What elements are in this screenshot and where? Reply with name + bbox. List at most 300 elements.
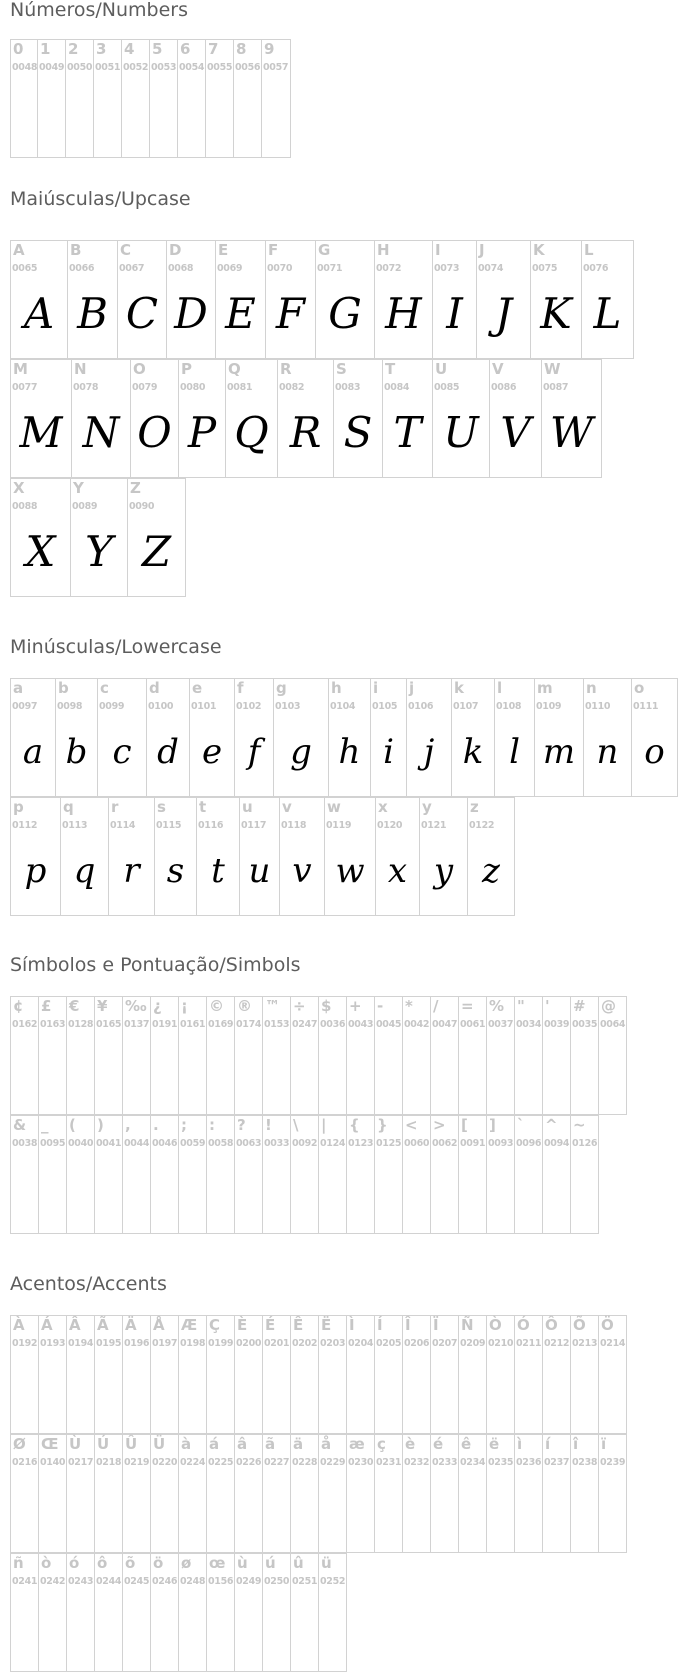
- glyph-code-label: 0100: [148, 701, 174, 712]
- glyph-cell: [583, 678, 632, 797]
- glyph-cell: [494, 678, 535, 797]
- glyph-code-label: 0247: [292, 1019, 318, 1030]
- glyph-character-label: %: [489, 997, 505, 1015]
- glyph-code-label: 0063: [236, 1138, 262, 1149]
- glyph-character-label: Û: [125, 1435, 138, 1453]
- script-glyph-sample: k: [462, 731, 484, 772]
- section-title-upcase: Maiúsculas/Upcase: [10, 188, 191, 210]
- glyph-character-label: -: [377, 997, 384, 1015]
- glyph-cell: [71, 359, 131, 478]
- glyph-cell: [542, 1115, 571, 1234]
- glyph-code-label: 0089: [72, 501, 98, 512]
- glyph-code-label: 0226: [236, 1457, 262, 1468]
- glyph-character-label: Y: [73, 479, 84, 497]
- glyph-code-label: 0246: [152, 1576, 178, 1587]
- glyph-grid-lowercase: [10, 679, 678, 917]
- glyph-cell: [346, 1115, 375, 1234]
- glyph-cell: [122, 1315, 151, 1434]
- glyph-code-label: 0045: [376, 1019, 402, 1030]
- glyph-code-label: 0118: [281, 820, 307, 831]
- glyph-cell: [10, 39, 38, 158]
- glyph-cell: [631, 678, 678, 797]
- glyph-code-label: 0037: [488, 1019, 514, 1030]
- glyph-cell: [315, 240, 375, 359]
- glyph-code-label: 0169: [208, 1019, 234, 1030]
- glyph-cell: [67, 240, 118, 359]
- glyph-cell: [534, 678, 584, 797]
- glyph-code-label: 0114: [110, 820, 136, 831]
- glyph-code-label: 0066: [69, 263, 95, 274]
- section-title-numbers: Números/Numbers: [10, 0, 188, 21]
- glyph-code-label: 0103: [275, 701, 301, 712]
- glyph-character-label: L: [584, 241, 594, 259]
- glyph-cell: [486, 1434, 515, 1553]
- glyph-character-label: Â: [69, 1316, 81, 1334]
- glyph-cell: [262, 996, 291, 1115]
- glyph-character-label: ': [545, 997, 550, 1015]
- glyph-code-label: 0213: [572, 1338, 598, 1349]
- script-glyph-sample: Z: [141, 526, 172, 576]
- glyph-code-label: 0033: [264, 1138, 290, 1149]
- glyph-cell: [265, 240, 316, 359]
- glyph-character-label: W: [544, 360, 561, 378]
- section-title-accents: Acentos/Accents: [10, 1273, 167, 1295]
- glyph-code-label: 0109: [536, 701, 562, 712]
- glyph-character-label: ò: [41, 1554, 52, 1572]
- script-glyph-sample: H: [385, 288, 422, 338]
- glyph-cell: [514, 996, 543, 1115]
- glyph-cell: [10, 1434, 39, 1553]
- glyph-character-label: ô: [97, 1554, 108, 1572]
- glyph-character-label: $: [321, 997, 332, 1015]
- glyph-cell: [150, 1315, 179, 1434]
- glyph-code-label: 0174: [236, 1019, 262, 1030]
- glyph-character-label: v: [282, 798, 292, 816]
- glyph-cell: [374, 1315, 403, 1434]
- glyph-code-label: 0035: [572, 1019, 598, 1030]
- glyph-code-label: 0119: [326, 820, 352, 831]
- glyph-character-label: (: [69, 1116, 76, 1134]
- glyph-code-label: 0120: [377, 820, 403, 831]
- script-glyph-sample: X: [25, 526, 56, 576]
- glyph-code-label: 0251: [292, 1576, 318, 1587]
- glyph-character-label: g: [276, 679, 287, 697]
- glyph-character-label: X: [13, 479, 25, 497]
- glyph-code-label: 0198: [180, 1338, 206, 1349]
- glyph-code-label: 0104: [330, 701, 356, 712]
- glyph-code-label: 0123: [348, 1138, 374, 1149]
- glyph-cell: [196, 797, 240, 916]
- glyph-cell: [382, 359, 433, 478]
- glyph-character-label: Ø: [13, 1435, 26, 1453]
- glyph-row: [10, 798, 678, 917]
- glyph-code-label: 0231: [376, 1457, 402, 1468]
- glyph-code-label: 0073: [434, 263, 460, 274]
- glyph-code-label: 0236: [516, 1457, 542, 1468]
- script-glyph-sample: i: [383, 731, 394, 772]
- glyph-character-label: K: [533, 241, 545, 259]
- glyph-code-label: 0204: [348, 1338, 374, 1349]
- glyph-cell: [570, 1434, 599, 1553]
- glyph-character-label: õ: [125, 1554, 136, 1572]
- glyph-character-label: H: [377, 241, 390, 259]
- glyph-cell: [150, 996, 179, 1115]
- glyph-cell: [225, 359, 278, 478]
- glyph-cell: [239, 797, 280, 916]
- glyph-cell: [402, 1315, 431, 1434]
- glyph-code-label: 0068: [168, 263, 194, 274]
- glyph-code-label: 0087: [543, 382, 569, 393]
- glyph-cell: [374, 1115, 403, 1234]
- glyph-cell: [178, 996, 207, 1115]
- glyph-row: [10, 360, 634, 479]
- glyph-row: [10, 479, 634, 598]
- glyph-character-label: ^: [545, 1116, 558, 1134]
- glyph-cell: [370, 678, 407, 797]
- glyph-character-label: D: [169, 241, 182, 259]
- glyph-cell: [486, 1115, 515, 1234]
- glyph-character-label: Z: [130, 479, 141, 497]
- glyph-code-label: 0097: [12, 701, 38, 712]
- glyph-code-label: 0072: [376, 263, 402, 274]
- script-glyph-sample: G: [328, 288, 362, 338]
- glyph-character-label: F: [268, 241, 279, 259]
- glyph-code-label: 0058: [208, 1138, 234, 1149]
- glyph-character-label: ö: [153, 1554, 164, 1572]
- glyph-code-label: 0039: [544, 1019, 570, 1030]
- glyph-character-label: Ù: [69, 1435, 82, 1453]
- glyph-cell: [402, 996, 431, 1115]
- glyph-character-label: œ: [209, 1554, 226, 1572]
- glyph-character-label: o: [634, 679, 645, 697]
- glyph-cell: [402, 1115, 431, 1234]
- glyph-cell: [206, 1115, 235, 1234]
- glyph-character-label: ñ: [13, 1554, 24, 1572]
- glyph-cell: [486, 1315, 515, 1434]
- script-glyph-sample: A: [23, 288, 55, 338]
- glyph-character-label: _: [41, 1116, 49, 1134]
- glyph-code-label: 0205: [376, 1338, 402, 1349]
- glyph-code-label: 0225: [208, 1457, 234, 1468]
- script-glyph-sample: w: [335, 850, 365, 891]
- glyph-code-label: 0192: [12, 1338, 38, 1349]
- glyph-code-label: 0219: [124, 1457, 150, 1468]
- glyph-code-label: 0249: [236, 1576, 262, 1587]
- glyph-character-label: ": [517, 997, 525, 1015]
- glyph-code-label: 0102: [236, 701, 262, 712]
- glyph-code-label: 0042: [404, 1019, 430, 1030]
- glyph-code-label: 0201: [264, 1338, 290, 1349]
- glyph-cell: [150, 1434, 179, 1553]
- glyph-code-label: 0074: [478, 263, 504, 274]
- glyph-cell: [206, 996, 235, 1115]
- glyph-cell: [178, 1315, 207, 1434]
- section-title-symbols: Símbolos e Pontuação/Simbols: [10, 954, 301, 976]
- glyph-code-label: 0211: [516, 1338, 542, 1349]
- script-glyph-sample: x: [387, 850, 408, 891]
- glyph-code-label: 0163: [40, 1019, 66, 1030]
- glyph-code-label: 0088: [12, 501, 38, 512]
- glyph-code-label: 0214: [600, 1338, 626, 1349]
- glyph-character-label: Æ: [181, 1316, 198, 1334]
- glyph-cell: [234, 996, 263, 1115]
- glyph-character-label: ™: [265, 997, 280, 1015]
- glyph-grid-accents: [10, 1316, 627, 1673]
- glyph-code-label: 0061: [460, 1019, 486, 1030]
- glyph-character-label: £: [41, 997, 52, 1015]
- glyph-cell: [530, 240, 582, 359]
- glyph-character-label: 9: [264, 40, 275, 58]
- script-glyph-sample: Y: [85, 526, 113, 576]
- glyph-cell: [206, 1553, 235, 1672]
- glyph-cell: [432, 240, 477, 359]
- glyph-code-label: 0113: [62, 820, 88, 831]
- glyph-character-label: h: [331, 679, 342, 697]
- glyph-character-label: Î: [405, 1316, 411, 1334]
- glyph-character-label: O: [133, 360, 146, 378]
- script-glyph-sample: K: [540, 288, 572, 338]
- glyph-character-label: *: [405, 997, 413, 1015]
- glyph-code-label: 0053: [151, 62, 177, 73]
- glyph-cell: [541, 359, 602, 478]
- script-glyph-sample: u: [248, 850, 271, 891]
- script-glyph-sample: C: [125, 288, 159, 338]
- script-glyph-sample: E: [225, 288, 256, 338]
- glyph-character-label: ø: [181, 1554, 192, 1572]
- glyph-code-label: 0034: [516, 1019, 542, 1030]
- glyph-cell: [10, 678, 56, 797]
- glyph-code-label: 0195: [96, 1338, 122, 1349]
- glyph-character-label: k: [454, 679, 464, 697]
- script-glyph-sample: N: [82, 407, 120, 457]
- glyph-code-label: 0239: [600, 1457, 626, 1468]
- glyph-cell: [149, 39, 178, 158]
- glyph-code-label: 0212: [544, 1338, 570, 1349]
- glyph-character-label: Á: [41, 1316, 53, 1334]
- glyph-character-label: I: [435, 241, 441, 259]
- glyph-cell: [290, 1115, 319, 1234]
- glyph-code-label: 0156: [208, 1576, 234, 1587]
- glyph-row: [10, 1116, 627, 1235]
- glyph-code-label: 0237: [544, 1457, 570, 1468]
- glyph-code-label: 0078: [73, 382, 99, 393]
- glyph-character-label: r: [111, 798, 119, 816]
- glyph-code-label: 0241: [12, 1576, 38, 1587]
- glyph-code-label: 0062: [432, 1138, 458, 1149]
- glyph-character-label: j: [409, 679, 415, 697]
- script-glyph-sample: s: [166, 850, 185, 891]
- glyph-character-label: Õ: [573, 1316, 586, 1334]
- glyph-cell: [318, 1315, 347, 1434]
- glyph-cell: [150, 1553, 179, 1672]
- script-glyph-sample: f: [247, 731, 261, 772]
- glyph-cell: [55, 678, 98, 797]
- glyph-code-label: 0244: [96, 1576, 122, 1587]
- glyph-code-label: 0248: [180, 1576, 206, 1587]
- script-glyph-sample: Q: [234, 407, 269, 457]
- glyph-cell: [262, 1553, 291, 1672]
- glyph-code-label: 0229: [320, 1457, 346, 1468]
- glyph-cell: [150, 1115, 179, 1234]
- glyph-code-label: 0105: [372, 701, 398, 712]
- glyph-code-label: 0218: [96, 1457, 122, 1468]
- glyph-character-label: [: [461, 1116, 468, 1134]
- glyph-character-label: t: [199, 798, 207, 816]
- glyph-code-label: 0069: [217, 263, 243, 274]
- glyph-cell: [346, 996, 375, 1115]
- glyph-character-label: .: [153, 1116, 159, 1134]
- glyph-cell: [476, 240, 531, 359]
- glyph-cell: [10, 996, 39, 1115]
- glyph-code-label: 0233: [432, 1457, 458, 1468]
- glyph-character-label: È: [237, 1316, 248, 1334]
- glyph-cell: [94, 1115, 123, 1234]
- glyph-character-label: ç: [377, 1435, 386, 1453]
- glyph-cell: [94, 1434, 123, 1553]
- glyph-code-label: 0108: [496, 701, 522, 712]
- glyph-cell: [233, 39, 262, 158]
- glyph-character-label: 8: [236, 40, 247, 58]
- glyph-code-label: 0059: [180, 1138, 206, 1149]
- script-glyph-sample: I: [446, 288, 463, 338]
- glyph-character-label: 5: [152, 40, 163, 58]
- glyph-character-label: 0: [13, 40, 24, 58]
- glyph-row: [10, 1435, 627, 1554]
- glyph-code-label: 0232: [404, 1457, 430, 1468]
- glyph-code-label: 0056: [235, 62, 261, 73]
- glyph-character-label: C: [120, 241, 132, 259]
- glyph-row: [10, 1554, 627, 1673]
- glyph-code-label: 0076: [583, 263, 609, 274]
- glyph-code-label: 0048: [12, 62, 38, 73]
- glyph-cell: [206, 1315, 235, 1434]
- glyph-code-label: 0216: [12, 1457, 38, 1468]
- glyph-cell: [60, 797, 109, 916]
- glyph-character-label: ê: [461, 1435, 472, 1453]
- glyph-cell: [206, 1434, 235, 1553]
- glyph-character-label: ü: [321, 1554, 332, 1572]
- script-glyph-sample: r: [123, 850, 140, 891]
- glyph-cell: [97, 678, 147, 797]
- glyph-cell: [38, 996, 67, 1115]
- script-glyph-sample: y: [433, 850, 454, 891]
- glyph-cell: [374, 1434, 403, 1553]
- script-glyph-sample: S: [343, 407, 373, 457]
- glyph-code-label: 0242: [40, 1576, 66, 1587]
- glyph-code-label: 0081: [227, 382, 253, 393]
- glyph-code-label: 0126: [572, 1138, 598, 1149]
- glyph-character-label: S: [336, 360, 347, 378]
- glyph-code-label: 0238: [572, 1457, 598, 1468]
- glyph-character-label: `: [517, 1116, 525, 1134]
- glyph-cell: [38, 1315, 67, 1434]
- glyph-code-label: 0140: [40, 1457, 66, 1468]
- glyph-character-label: Ú: [97, 1435, 110, 1453]
- glyph-cell: [458, 996, 487, 1115]
- glyph-cell: [324, 797, 376, 916]
- glyph-code-label: 0041: [96, 1138, 122, 1149]
- glyph-grid-symbols: [10, 997, 627, 1235]
- glyph-code-label: 0071: [317, 263, 343, 274]
- glyph-cell: [117, 240, 167, 359]
- glyph-character-label: @: [601, 997, 616, 1015]
- glyph-code-label: 0049: [39, 62, 65, 73]
- glyph-code-label: 0194: [68, 1338, 94, 1349]
- glyph-code-label: 0235: [488, 1457, 514, 1468]
- glyph-code-label: 0162: [12, 1019, 38, 1030]
- glyph-cell: [346, 1434, 375, 1553]
- glyph-character-label: Ë: [321, 1316, 332, 1334]
- glyph-cell: [430, 996, 459, 1115]
- glyph-character-label: Ü: [153, 1435, 166, 1453]
- glyph-character-label: x: [378, 798, 388, 816]
- glyph-code-label: 0107: [453, 701, 479, 712]
- glyph-code-label: 0082: [279, 382, 305, 393]
- glyph-cell: [458, 1115, 487, 1234]
- glyph-character-label: ì: [517, 1435, 523, 1453]
- glyph-character-label: û: [293, 1554, 304, 1572]
- glyph-cell: [205, 39, 234, 158]
- glyph-character-label: €: [69, 997, 80, 1015]
- glyph-cell: [277, 359, 334, 478]
- glyph-cell: [542, 1434, 571, 1553]
- glyph-cell: [122, 1553, 151, 1672]
- glyph-cell: [66, 1315, 95, 1434]
- glyph-cell: [262, 1434, 291, 1553]
- script-glyph-sample: U: [443, 407, 479, 457]
- script-glyph-sample: W: [549, 407, 594, 457]
- glyph-code-label: 0083: [335, 382, 361, 393]
- glyph-cell: [130, 359, 179, 478]
- script-glyph-sample: t: [211, 850, 225, 891]
- glyph-cell: [346, 1315, 375, 1434]
- glyph-cell: [37, 39, 66, 158]
- glyph-cell: [93, 39, 122, 158]
- glyph-cell: [542, 996, 571, 1115]
- glyph-code-label: 0217: [68, 1457, 94, 1468]
- glyph-cell: [570, 1315, 599, 1434]
- glyph-cell: [581, 240, 634, 359]
- glyph-code-label: 0090: [129, 501, 155, 512]
- glyph-character-label: \: [293, 1116, 299, 1134]
- script-glyph-sample: O: [137, 407, 172, 457]
- glyph-character-label: +: [349, 997, 362, 1015]
- glyph-code-label: 0112: [12, 820, 38, 831]
- glyph-character-label: ú: [265, 1554, 276, 1572]
- glyph-code-label: 0111: [633, 701, 659, 712]
- glyph-cell: [70, 478, 128, 597]
- glyph-cell: [467, 797, 515, 916]
- section-title-lowercase: Minúsculas/Lowercase: [10, 636, 222, 658]
- script-glyph-sample: L: [593, 288, 622, 338]
- glyph-cell: [514, 1115, 543, 1234]
- glyph-cell: [262, 1115, 291, 1234]
- glyph-character-label: d: [149, 679, 160, 697]
- glyph-cell: [10, 240, 68, 359]
- glyph-code-label: 0101: [191, 701, 217, 712]
- glyph-character-label: ;: [181, 1116, 187, 1134]
- glyph-character-label: ã: [265, 1435, 276, 1453]
- glyph-character-label: !: [265, 1116, 272, 1134]
- glyph-code-label: 0043: [348, 1019, 374, 1030]
- glyph-character-label: ÷: [293, 997, 306, 1015]
- glyph-cell: [514, 1315, 543, 1434]
- glyph-cell: [374, 996, 403, 1115]
- glyph-cell: [234, 1553, 263, 1672]
- glyph-code-label: 0202: [292, 1338, 318, 1349]
- glyph-code-label: 0084: [384, 382, 410, 393]
- glyph-code-label: 0199: [208, 1338, 234, 1349]
